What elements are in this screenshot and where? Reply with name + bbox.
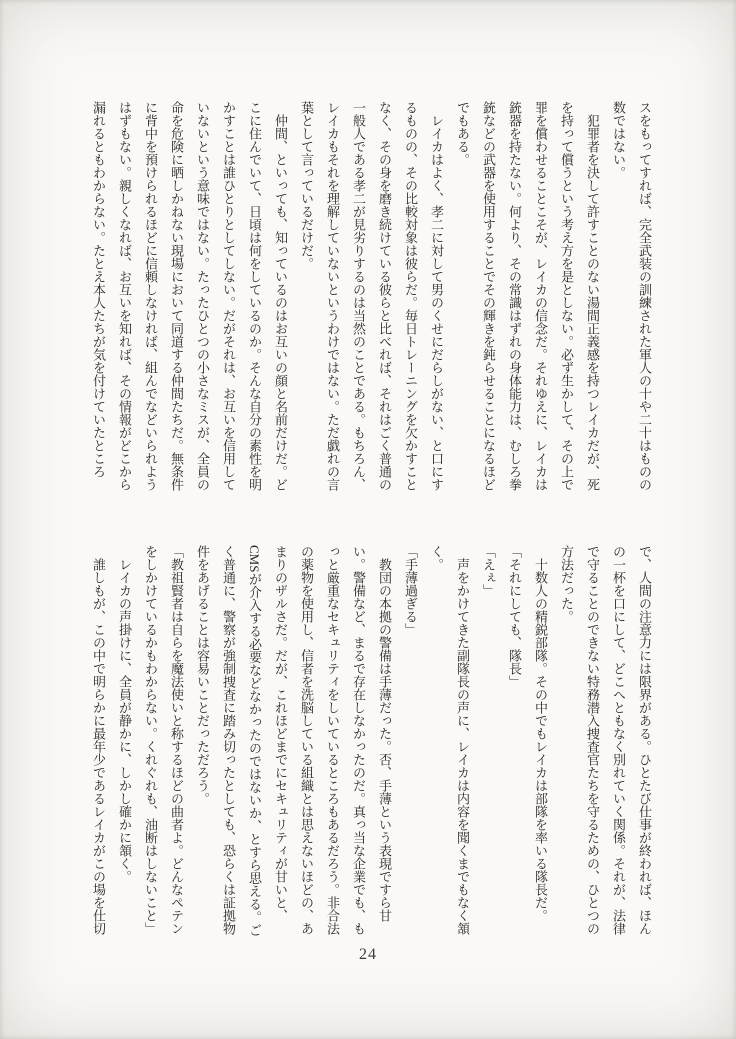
text-line: こに住んでいて、日頃は何をしているのか。そんな自分の素性を明 [247, 101, 262, 491]
text-line: 銃などの武器を使用することでその輝きを鈍らせることになるほど [481, 101, 496, 491]
text-line: るものの、その比較対象は彼らだ。毎日トレーニングを欠かすこと [403, 101, 418, 491]
text-line: 教団の本拠の警備は手薄だった。否、手薄という表現ですら甘 [377, 545, 392, 922]
text-line: レイカはよく、孝二に対して男のくせにだらしがない、と口にす [429, 101, 444, 491]
text-line: に背中を預けられるほどに信頼しなければ、組んでなどいられよう [143, 101, 158, 491]
text-line: でもある。 [455, 101, 470, 166]
text-line: 誰しもが、この中で明らかに最年少であるレイカがこの場を仕切 [91, 545, 106, 935]
text-line: い。警備など、まるで存在しなかったのだ。真っ当な企業でも、も [351, 545, 366, 935]
text-line: の薬物を使用し、信者を洗脳している組織とは思えないほどの、あ [299, 545, 314, 935]
text-line: く普通に、警察が強制捜査に踏み切ったとしても、恐らくは証拠物 [221, 545, 236, 935]
text-line: 「えぇ」 [481, 545, 496, 597]
text-line: レイカの声掛けに、全員が静かに、しかし確かに頷く。 [117, 545, 132, 883]
text-line: 方法だった。 [559, 545, 574, 623]
text-line: をしかけているかもわからない。くれぐれも、油断はしないこと」 [143, 545, 158, 935]
text-line: で、人間の注意力には限界がある。ひとたび仕事が終われば、ほん [637, 545, 652, 935]
text-line: まりのザルさだ。だが、これほどまでにセキュリティが甘いと、 [273, 545, 288, 922]
page-number: 24 [359, 946, 377, 963]
text-line: く。 [429, 545, 444, 571]
text-line: 仲間、といっても、知っているのはお互いの顔と名前だけだ。ど [273, 101, 288, 491]
text-line: 「それにしても、隊長」 [507, 545, 522, 688]
text-line: はずもない。親しくなれば、お互いを知れば、その情報がどこから [117, 101, 132, 491]
text-line: レイカもそれを理解していないというわけではない。ただ戯れの言 [325, 101, 340, 491]
text-line: を持って償うという考え方を是としない。必ず生かして、その上で [559, 101, 574, 491]
text-line: 葉として言っているだけだ。 [299, 101, 314, 270]
text-line: で守ることのできない特務潜入捜査官たちを守るための、ひとつの [585, 545, 600, 935]
text-line: スをもってすれば、完全武装の訓練された軍人の十や二十はものの [637, 101, 652, 491]
text-line: 罪を償わせることこそが、レイカの信念だ。それゆえに、レイカは [533, 101, 548, 491]
bottom-text-block [85, 545, 657, 939]
text-line: 命を危険に晒しかねない現場において同道する仲間たちだ。無条件 [169, 101, 184, 491]
text-line: なく、その身を磨き続けている彼らと比べれば、それはごく普通の [377, 101, 392, 491]
text-line: CMSが介入する必要などなかったのではないか、とすら思える。ご [247, 545, 262, 937]
text-line: 犯罪者を決して許すことのない湯間正義感を持つレイカだが、死 [585, 101, 600, 491]
text-line: 声をかけてきた副隊長の声に、レイカは内容を聞くまでもなく頷 [455, 545, 470, 935]
text-line: 銃器を持たない。何より、その常識はずれの身体能力は、むしろ拳 [507, 101, 522, 491]
text-line: 件をあげることは容易いことだっただろう。 [195, 545, 210, 805]
text-line: 「手薄過ぎる」 [403, 545, 418, 636]
text-line: 数ではない。 [611, 101, 626, 179]
text-line: 一般人である孝二が見劣りするのは当然のことである。もちろん、 [351, 101, 366, 491]
text-line: の一杯を口にして、どこへともなく別れていく関係。それが、法律 [611, 545, 626, 935]
text-line: っと厳重なセキュリティをしいているところもあるだろう。非合法 [325, 545, 340, 935]
top-text-block [85, 101, 657, 495]
text-line: 漏れるともわからない。たとえ本人たちが気を付けていたところ [91, 101, 106, 478]
text-line: かすことは誰ひとりとしてしない。だがそれは、お互いを信用して [221, 101, 236, 491]
text-line: 十数人の精鋭部隊。その中でもレイカは部隊を率いる隊長だ。 [533, 545, 548, 922]
text-line: 「教祖賢者は自らを魔法使いと称するほどの曲者よ。どんなペテン [169, 545, 184, 935]
text-line: いないという意味ではない。たったひとつの小さなミスが、全員の [195, 101, 210, 491]
